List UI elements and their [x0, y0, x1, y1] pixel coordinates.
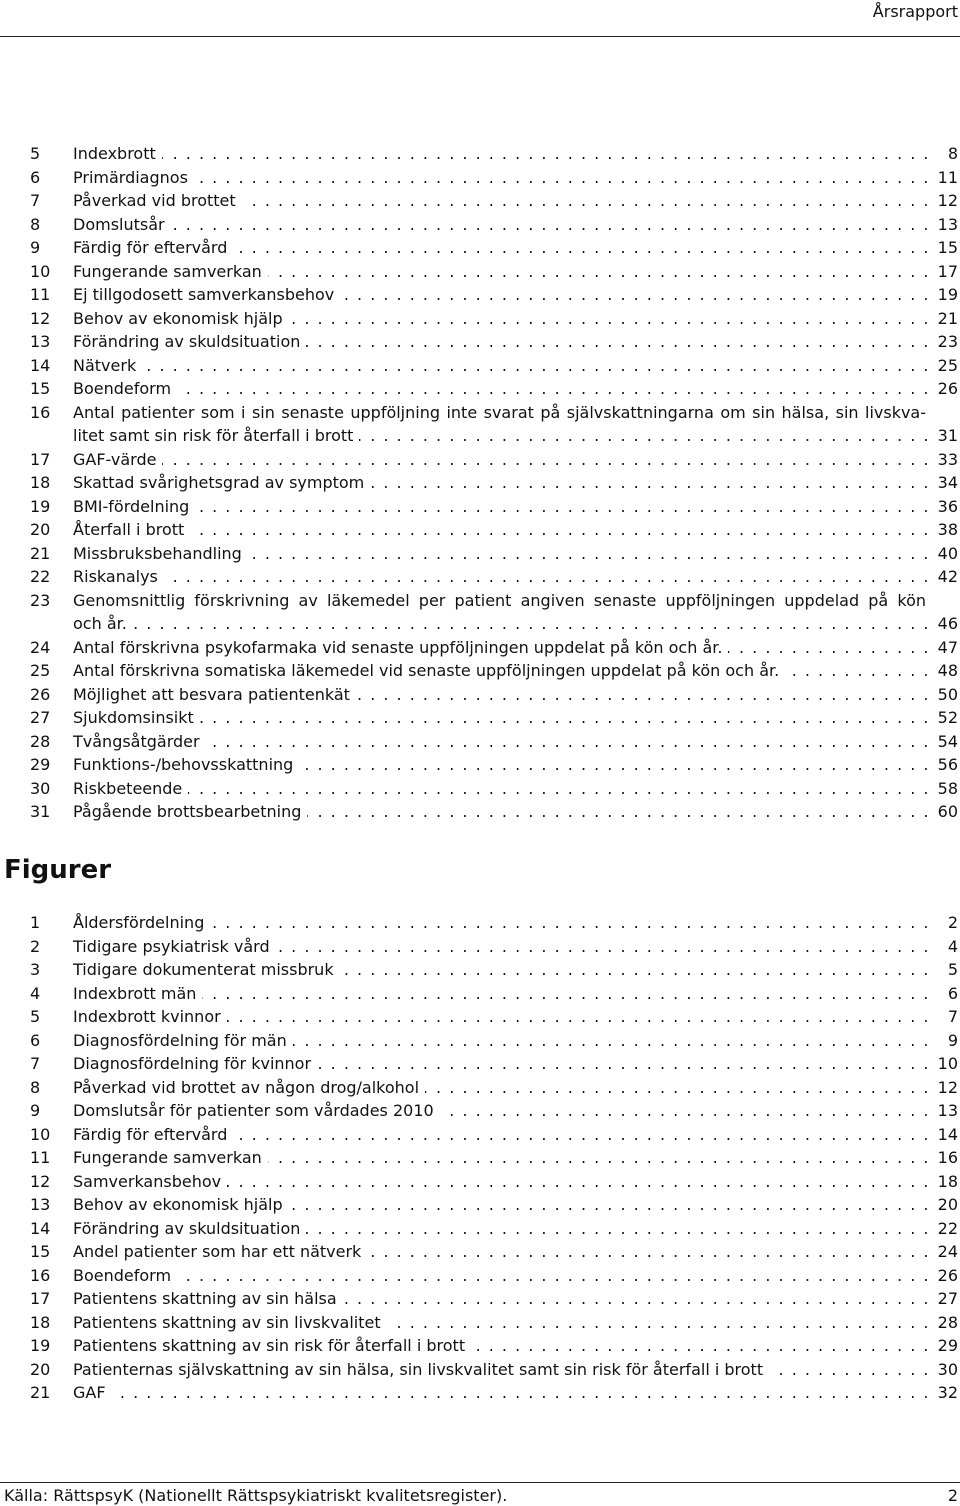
entry-title: BMI-fördelning: [73, 497, 195, 516]
entry-page-number: 25: [930, 354, 958, 378]
entry-page-number: 12: [930, 189, 958, 213]
entry-number: 13: [30, 1195, 51, 1214]
entry-number: 6: [30, 1030, 41, 1050]
toc-entry[interactable]: [30, 166, 958, 190]
entry-title: Boendeform: [73, 1266, 177, 1285]
toc-entry[interactable]: [30, 958, 958, 982]
entry-number: 24: [30, 637, 51, 657]
entry-title: Indexbrott män: [73, 984, 202, 1003]
entry-page-number: 4: [930, 935, 958, 959]
toc-entry[interactable]: [30, 1217, 958, 1241]
toc-entry[interactable]: [30, 706, 958, 730]
footer-source: Källa: RättspsyK (Nationellt Rättspsykiatriskt kvalitetsregister).: [4, 1486, 508, 1505]
entry-title: Färdig för eftervård: [73, 1125, 233, 1144]
entry-page-number: 17: [930, 260, 958, 284]
entry-number: 5: [30, 1007, 41, 1026]
toc-entry[interactable]: [30, 260, 958, 284]
toc-entry[interactable]: [30, 1052, 958, 1076]
entry-number: 9: [30, 1101, 41, 1120]
entry-number: 26: [30, 684, 51, 704]
toc-entry[interactable]: [30, 1005, 958, 1029]
entry-title: Pågående brottsbearbetning: [73, 802, 307, 821]
entry-number: 8: [30, 214, 41, 234]
entry-title: Andel patienter som har ett nätverk: [73, 1242, 367, 1261]
toc-entry[interactable]: [30, 1264, 958, 1288]
entry-title: Möjlighet att besvara patientenkät: [73, 685, 356, 704]
entry-page-number: 5: [930, 958, 958, 982]
entry-title: Primärdiagnos: [73, 168, 194, 187]
toc-entry[interactable]: [30, 542, 958, 566]
entry-title: Diagnosfördelning för män: [73, 1031, 293, 1050]
entry-title: Tidigare dokumenterat missbruk: [73, 960, 340, 979]
toc-entry[interactable]: [30, 518, 958, 542]
entry-number: 12: [30, 1171, 51, 1191]
toc-entry[interactable]: [30, 213, 958, 237]
entry-number: 15: [30, 379, 51, 398]
entry-number: 10: [30, 261, 51, 281]
toc-entry[interactable]: [30, 1193, 958, 1217]
entry-page-number: 21: [930, 307, 958, 331]
entry-page-number: 40: [930, 542, 958, 566]
toc-entry[interactable]: [30, 377, 958, 401]
toc-entry[interactable]: [30, 189, 958, 213]
toc-entry[interactable]: [30, 659, 958, 683]
entry-title: Riskanalys: [73, 567, 164, 586]
entry-title: Ej tillgodosett samverkansbehov: [73, 285, 340, 304]
toc-entry[interactable]: [30, 471, 958, 495]
entry-number: 14: [30, 1218, 51, 1238]
entry-number: 28: [30, 731, 51, 751]
toc-entry[interactable]: [30, 401, 958, 448]
entry-title: Förändring av skuldsituation: [73, 1219, 306, 1238]
entry-number: 5: [30, 144, 41, 163]
entry-page-number: 13: [930, 213, 958, 237]
entry-number: 7: [30, 191, 41, 210]
footer-page-number: 2: [947, 1486, 958, 1505]
toc-entry[interactable]: [30, 1381, 958, 1405]
entry-page-number: 14: [930, 1123, 958, 1147]
entry-page-number: 6: [930, 982, 958, 1006]
toc-entry[interactable]: [30, 1099, 958, 1123]
entry-page-number: 56: [930, 753, 958, 777]
entry-page-number: 23: [930, 330, 958, 354]
entry-number: 19: [30, 1336, 51, 1355]
entry-title: Behov av ekonomisk hjälp: [73, 309, 289, 328]
entry-number: 14: [30, 355, 51, 375]
entry-number: 30: [30, 778, 51, 798]
entry-page-number: 34: [930, 471, 958, 495]
entry-title-line-2: litet samt sin risk för återfall i brott: [73, 426, 359, 445]
entry-title: Funktions-/behovsskattning: [73, 755, 299, 774]
entry-page-number: 29: [930, 1334, 958, 1358]
toc-entry[interactable]: [30, 1029, 958, 1053]
toc-entry[interactable]: [30, 1146, 958, 1170]
entry-number: 11: [30, 285, 51, 304]
entry-title: Missbruksbehandling: [73, 544, 248, 563]
toc-entry[interactable]: [30, 1358, 958, 1382]
entry-page-number: 48: [930, 659, 958, 683]
entry-title-line-2: och år.: [73, 614, 133, 633]
toc-entry[interactable]: [30, 683, 958, 707]
entry-number: 21: [30, 1383, 51, 1402]
entry-title: Patientens skattning av sin livskvalitet: [73, 1313, 387, 1332]
toc-entry[interactable]: [30, 448, 958, 472]
entry-title: Antal förskrivna psykofarmaka vid senaste uppföljningen uppdelat på kön och år.: [73, 638, 728, 657]
entry-number: 29: [30, 755, 51, 774]
toc-entry[interactable]: [30, 1123, 958, 1147]
entry-number: 8: [30, 1077, 41, 1097]
entry-title-line-1: Antal patienter som i sin senaste uppföljning inte svarat på självskattningarna om sin hälsa, sin livskva-: [73, 402, 926, 422]
entry-page-number: 54: [930, 730, 958, 754]
entry-title: Fungerande samverkan: [73, 1148, 268, 1167]
toc-entry[interactable]: [30, 307, 958, 331]
entry-page-number: 60: [930, 800, 958, 824]
entry-page-number: 26: [930, 377, 958, 401]
entry-page-number: 38: [930, 518, 958, 542]
toc-entry[interactable]: [30, 1287, 958, 1311]
toc-entry[interactable]: [30, 283, 958, 307]
entry-number: 16: [30, 1265, 51, 1285]
entry-number: 6: [30, 167, 41, 187]
entry-title: Nätverk: [73, 356, 142, 375]
entry-page-number: 36: [930, 495, 958, 519]
entry-title: GAF-värde: [73, 450, 162, 469]
entry-number: 12: [30, 308, 51, 328]
entry-number: 1: [30, 913, 41, 932]
entry-number: 20: [30, 520, 51, 539]
entry-page-number: 42: [930, 565, 958, 589]
entry-page-number: 58: [930, 777, 958, 801]
entry-number: 4: [30, 983, 41, 1003]
toc-entry[interactable]: [30, 1334, 958, 1358]
header-rule: [0, 36, 960, 37]
toc-entry[interactable]: [30, 730, 958, 754]
entry-number: 27: [30, 708, 51, 727]
toc-entry[interactable]: [30, 1170, 958, 1194]
entry-title: Indexbrott: [73, 144, 162, 163]
entry-page-number: 16: [930, 1146, 958, 1170]
entry-title: Domslutsår för patienter som vårdades 2010: [73, 1101, 440, 1120]
entry-title: Påverkad vid brottet: [73, 191, 242, 210]
toc-entry[interactable]: [30, 636, 958, 660]
entry-title: Antal förskrivna somatiska läkemedel vid senaste uppföljningen uppdelat på kön och år.: [73, 661, 785, 680]
entry-title: Återfall i brott: [73, 520, 190, 539]
entry-title: Färdig för eftervård: [73, 238, 233, 257]
entry-page-number: 47: [930, 636, 958, 660]
entry-number: 16: [30, 402, 51, 422]
entry-title: Tvångsåtgärder: [73, 732, 206, 751]
toc-entry[interactable]: [30, 1240, 958, 1264]
entry-title: GAF: [73, 1383, 112, 1402]
entry-number: 22: [30, 567, 51, 586]
entry-number: 2: [30, 936, 41, 956]
entry-title: Sjukdomsinsikt: [73, 708, 200, 727]
entry-title: Förändring av skuldsituation: [73, 332, 306, 351]
entry-title: Påverkad vid brottet av någon drog/alkohol: [73, 1078, 425, 1097]
entry-number: 13: [30, 332, 51, 351]
entry-number: 7: [30, 1054, 41, 1073]
entry-number: 18: [30, 1312, 51, 1332]
entry-number: 17: [30, 449, 51, 469]
list-of-tables: [30, 142, 958, 824]
toc-entry[interactable]: [30, 800, 958, 824]
toc-entry[interactable]: [30, 354, 958, 378]
toc-entry[interactable]: [30, 982, 958, 1006]
entry-number: 17: [30, 1289, 51, 1308]
entry-page-number: 30: [930, 1358, 958, 1382]
entry-title: Behov av ekonomisk hjälp: [73, 1195, 289, 1214]
entry-number: 10: [30, 1124, 51, 1144]
entry-page-number: 20: [930, 1193, 958, 1217]
entry-page-number: 50: [930, 683, 958, 707]
entry-page-number: 12: [930, 1076, 958, 1100]
toc-entry[interactable]: [30, 777, 958, 801]
entry-number: 31: [30, 802, 51, 821]
entry-title: Samverkansbehov: [73, 1172, 227, 1191]
entry-page-number: 28: [930, 1311, 958, 1335]
entry-number: 3: [30, 960, 41, 979]
entry-page-number: 26: [930, 1264, 958, 1288]
entry-title: Domslutsår: [73, 215, 171, 234]
entry-number: 20: [30, 1359, 51, 1379]
toc-entry[interactable]: [30, 142, 958, 166]
entry-page-number: 15: [930, 236, 958, 260]
entry-title: Indexbrott kvinnor: [73, 1007, 227, 1026]
entry-number: 19: [30, 496, 51, 516]
entry-page-number: 24: [930, 1240, 958, 1264]
entry-page-number: 19: [930, 283, 958, 307]
entry-title: Åldersfördelning: [73, 913, 210, 932]
entry-title: Patienternas självskattning av sin hälsa, sin livskvalitet samt sin risk för återfall i brott: [73, 1360, 769, 1379]
entry-title: Boendeform: [73, 379, 177, 398]
entry-page-number: 13: [930, 1099, 958, 1123]
entry-number: 11: [30, 1148, 51, 1167]
entry-number: 18: [30, 473, 51, 492]
entry-page-number: 32: [930, 1381, 958, 1405]
entry-page-number: 33: [930, 448, 958, 472]
entry-title: Fungerande samverkan: [73, 262, 268, 281]
toc-entry[interactable]: [30, 330, 958, 354]
toc-entry[interactable]: [30, 236, 958, 260]
toc-entry[interactable]: [30, 935, 958, 959]
entry-number: 9: [30, 238, 41, 257]
entry-page-number: 9: [930, 1029, 958, 1053]
entry-number: 25: [30, 661, 51, 680]
entry-title: Skattad svårighetsgrad av symptom: [73, 473, 370, 492]
footer-rule: [0, 1482, 960, 1483]
list-of-figures: [30, 911, 958, 1405]
entry-title-line-1: Genomsnittlig förskrivning av läkemedel per patient angiven senaste uppföljningen uppdelad på kön: [73, 590, 926, 610]
entry-number: 23: [30, 590, 51, 610]
toc-entry[interactable]: [30, 1076, 958, 1100]
entry-page-number: 11: [930, 166, 958, 190]
toc-entry[interactable]: [30, 1311, 958, 1335]
toc-entry[interactable]: [30, 911, 958, 935]
toc-entry[interactable]: [30, 753, 958, 777]
entry-title: Patientens skattning av sin hälsa: [73, 1289, 343, 1308]
entry-title: Riskbeteende: [73, 779, 188, 798]
entry-page-number: 22: [930, 1217, 958, 1241]
entry-page-number: 2: [930, 911, 958, 935]
entry-page-number: 10: [930, 1052, 958, 1076]
entry-page-number: 46: [930, 612, 958, 636]
entry-title: Tidigare psykiatrisk vård: [73, 937, 276, 956]
entry-title: Patientens skattning av sin risk för återfall i brott: [73, 1336, 471, 1355]
toc-entry[interactable]: [30, 589, 958, 636]
entry-page-number: 27: [930, 1287, 958, 1311]
entry-title: Diagnosfördelning för kvinnor: [73, 1054, 317, 1073]
entry-page-number: 8: [930, 142, 958, 166]
entry-page-number: 7: [930, 1005, 958, 1029]
running-header: Årsrapport: [872, 2, 958, 21]
entry-page-number: 31: [930, 424, 958, 448]
entry-number: 15: [30, 1242, 51, 1261]
entry-number: 21: [30, 543, 51, 563]
entry-page-number: 18: [930, 1170, 958, 1194]
toc-entry[interactable]: [30, 495, 958, 519]
entry-page-number: 52: [930, 706, 958, 730]
toc-entry[interactable]: [30, 565, 958, 589]
figures-heading: Figurer: [4, 855, 112, 885]
